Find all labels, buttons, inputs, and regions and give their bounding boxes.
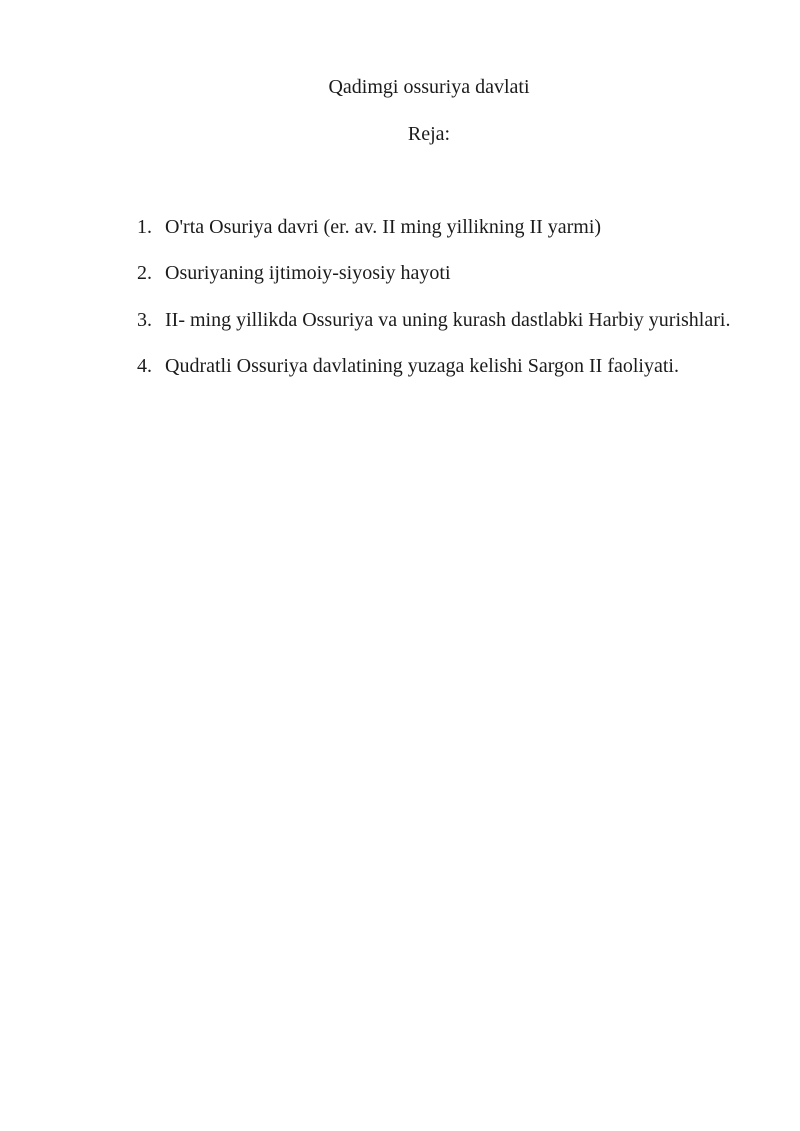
list-item — [0, 204, 800, 251]
list-item — [0, 250, 800, 297]
list-item — [0, 297, 800, 344]
plan-list — [0, 204, 800, 390]
list-item-number: 1. — [137, 215, 152, 238]
list-item-text: Osuriyaning ijtimoiy-siyosiy hayoti — [165, 262, 451, 284]
list-item-text: Qudratli Ossuriya davlatining yuzaga kelishi Sargon II faoliyati. — [165, 355, 679, 377]
list-item-number: 4. — [137, 355, 152, 377]
page-title: Qadimgi ossuriya davlati — [328, 76, 530, 98]
list-item-text: II- ming yillikda Ossuriya va uning kurash dastlabki Harbiy yurishlari. — [165, 308, 731, 331]
list-item-number: 2. — [137, 262, 152, 284]
list-item-text: O'rta Osuriya davri (er. av. II ming yillikning II yarmi) — [165, 215, 602, 238]
list-item-number: 3. — [137, 308, 152, 331]
document-page — [0, 0, 800, 390]
page-subtitle: Reja: — [407, 122, 451, 145]
list-item — [0, 343, 800, 390]
